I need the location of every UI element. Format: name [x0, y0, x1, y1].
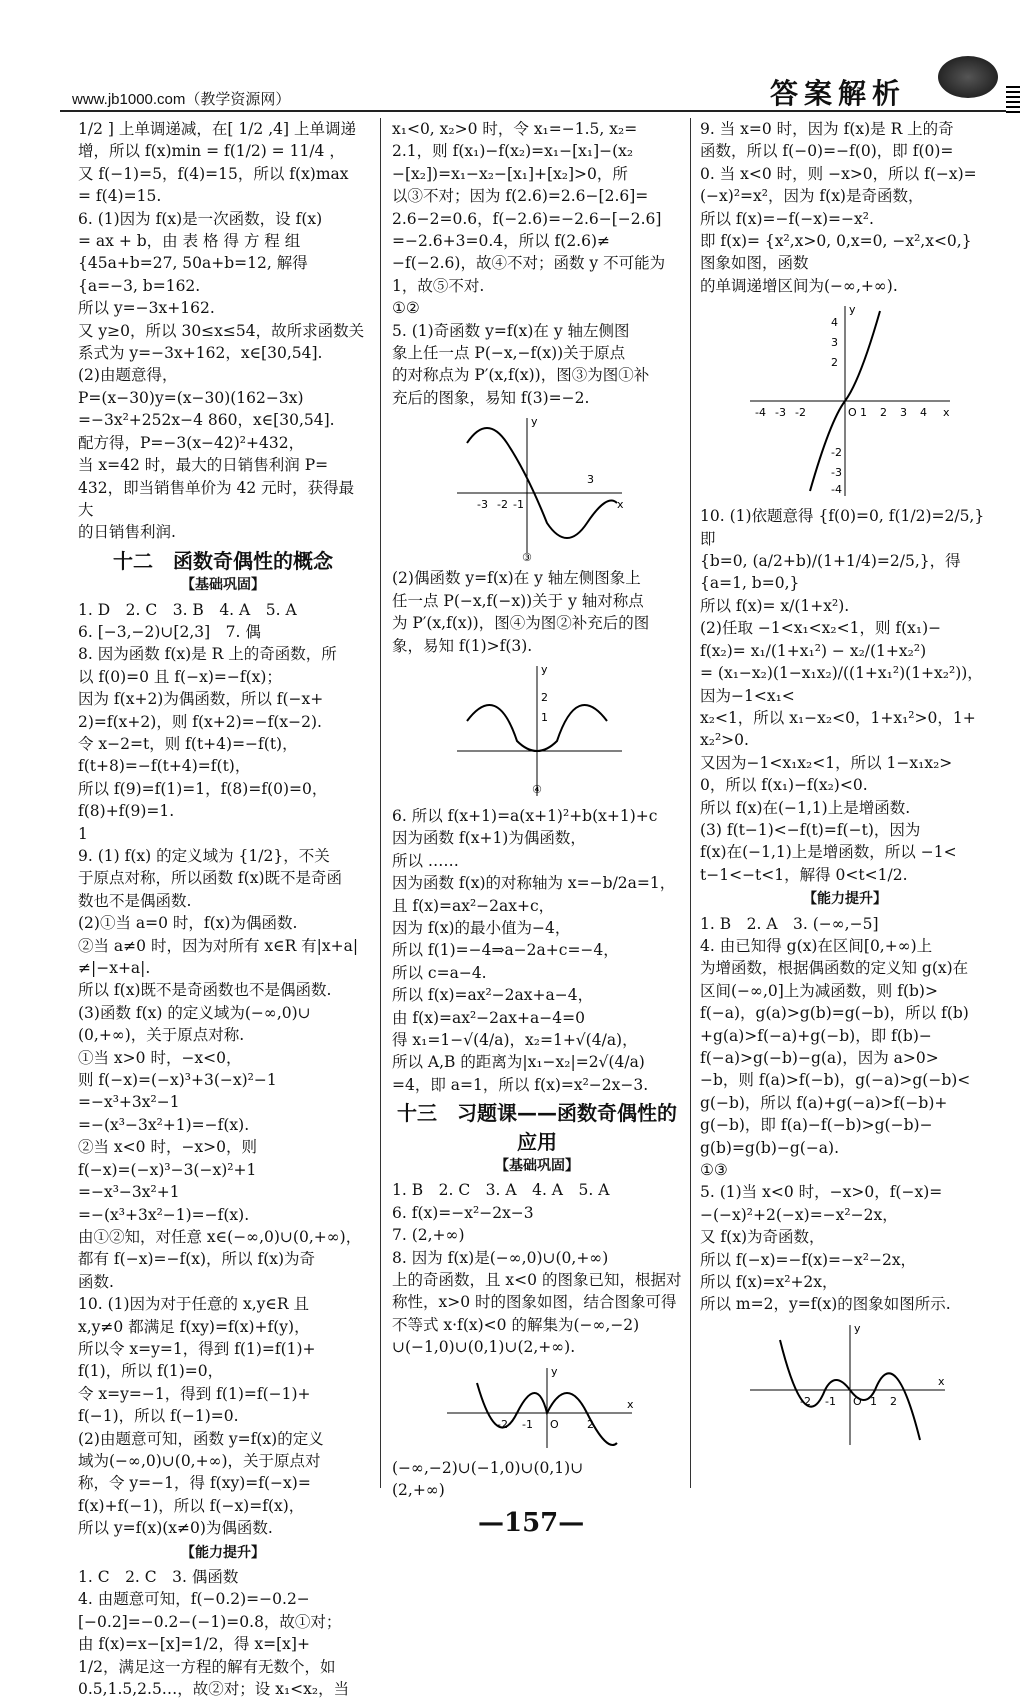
text-line: 1，故⑤不对. — [392, 276, 485, 295]
text-line: 所以 y=f(x)(x≠0)为偶函数. — [78, 1519, 273, 1538]
text-line: −(−x)²+2(−x)=−x²−2x， — [700, 1205, 898, 1224]
text-line: 所以 m=2，y=f(x)的图象如图所示. — [700, 1295, 951, 1314]
logo-icon — [938, 56, 998, 98]
text-line: t−1<−t<1，解得 0<t<1/2. — [700, 865, 908, 884]
text-line: ①③ — [700, 1161, 728, 1180]
column-divider — [380, 118, 381, 1488]
svg-text:3: 3 — [587, 473, 594, 487]
text-line: 所以 c=a−4. — [392, 963, 487, 982]
svg-text:2: 2 — [880, 406, 887, 420]
svg-text:-4: -4 — [755, 406, 766, 420]
text-line: 得 x₁=1−√(4/a)，x₂=1+√(4/a)， — [392, 1030, 638, 1049]
text-line: f(−a)，g(a)>g(b)=g(−b)，所以 f(b) — [700, 1004, 969, 1023]
svg-text:2: 2 — [890, 1394, 897, 1408]
text-line: 又 y≥0，所以 30≤x≤54，故所求函数关 — [78, 321, 365, 340]
text-line: f(x)在(−1,1)上是增函数，所以 −1< — [700, 843, 957, 862]
text-line: 0. 当 x<0 时，则 −x>0，所以 f(−x)= — [700, 164, 977, 183]
text-line: 所以 f(x)在(−1,1)上是增函数. — [700, 798, 911, 817]
text-line: 充后的图象，易知 f(3)=−2. — [392, 388, 590, 407]
text-line: 即 f(x)= {x²,x>0, 0,x=0, −x²,x<0,} 图象如图，函数 — [700, 232, 988, 273]
text-line: 0.5,1.5,2.5…，故②对；设 x₁<x₂，当 — [78, 1680, 350, 1699]
text-line: 所以 …… — [392, 851, 459, 870]
text-line: 所以 A,B 的距离为|x₁−x₂|=2√(4/a) — [392, 1053, 645, 1072]
graph-figure-4 — [447, 661, 627, 801]
svg-text:x: x — [617, 498, 624, 512]
text-line: 又因为−1<x₁x₂<1，所以 1−x₁x₂> — [700, 753, 953, 772]
text-line: 所以 f(−x)=−f(x)=−x²−2x， — [700, 1250, 917, 1269]
text-line: = ax + b，由 表 格 得 方 程 组 — [78, 232, 301, 251]
text-line: 任一点 P(−x,f(−x))关于 y 轴对称点 — [392, 591, 644, 610]
text-line: 1. B 2. C 3. A 4. A 5. A — [392, 1181, 610, 1200]
text-line: x₂²>0. — [700, 731, 749, 750]
text-line: 6. (1)因为 f(x)是一次函数，设 f(x) — [78, 209, 323, 228]
text-line: 8. 因为 f(x)是(−∞,0)∪(0,+∞) — [392, 1248, 609, 1267]
page-header — [0, 0, 1024, 110]
text-line: 令 x=y=−1，得到 f(1)=f(−1)+ — [78, 1384, 311, 1403]
text-line: x₁<0, x₂>0 时，令 x₁=−1.5, x₂= — [392, 120, 638, 138]
text-line: 9. 当 x=0 时，因为 f(x)是 R 上的奇 — [700, 120, 954, 138]
column-3 — [700, 118, 990, 1454]
text-line: 系式为 y=−3x+162，x∈[30,54]. — [78, 344, 323, 363]
text-line: {b=0, (a/2+b)/(1+1/4)=2/5,}，得 {a=1, b=0,} — [700, 552, 966, 593]
text-line: (2)①当 a=0 时，f(x)为偶函数. — [78, 914, 298, 933]
text-line: 的对称点为 P′(x,f(x))，图③为图①补 — [392, 366, 650, 385]
text-line: 2.1，则 f(x₁)−f(x₂)=x₁−[x₁]−(x₂ — [392, 142, 634, 161]
text-line: +g(a)>f(−a)+g(−b)，即 f(b)− — [700, 1026, 932, 1045]
section-title-13-cont: 应用 — [517, 1129, 557, 1154]
text-line: −[x₂])=x₁−x₂−[x₁]+[x₂]>0，所 — [392, 164, 628, 183]
column-divider — [690, 118, 691, 1488]
text-line: (−x)²=x²，因为 f(x)是奇函数， — [700, 187, 924, 206]
text-line: 又 f(−1)=5，f(4)=15，所以 f(x)max — [78, 164, 349, 183]
text-line: 1/2，满足这一方程的解有无数个，如 — [78, 1657, 336, 1676]
text-line: 4. 由已知得 g(x)在区间[0,+∞)上 — [700, 936, 933, 955]
text-line: 所以 f(x)既不是奇函数也不是偶函数. — [78, 981, 332, 1000]
text-line: 的日销售利润. — [78, 523, 176, 542]
text-line: 当 x=42 时，最大的日销售利润 P= — [78, 456, 329, 475]
text-line: ①当 x>0 时，−x<0， — [78, 1048, 242, 1067]
svg-text:2: 2 — [831, 356, 838, 370]
svg-text:3: 3 — [831, 336, 838, 350]
text-line: =−(x³+3x²−1)=−f(x). — [78, 1205, 250, 1224]
text-line: f(x₂)= x₁/(1+x₁²) − x₂/(1+x₂²) — [700, 641, 927, 660]
svg-text:x: x — [938, 1374, 945, 1388]
text-line: 4. 由题意可知，f(−0.2)=−0.2− — [78, 1590, 310, 1609]
text-line: {45a+b=27, 50a+b=12, 解得 {a=−3, b=162. — [78, 254, 313, 295]
svg-text:O: O — [848, 406, 857, 420]
svg-text:y: y — [541, 662, 548, 676]
text-line: 又 f(x)为奇函数， — [700, 1228, 825, 1247]
text-line: 所以 f(x)=ax²−2ax+a−4， — [392, 986, 594, 1005]
svg-text:1: 1 — [870, 1394, 877, 1408]
text-line: (2)由题意得， — [78, 366, 178, 385]
svg-text:-2: -2 — [831, 446, 842, 460]
text-line: ∪(−1,0)∪(0,1)∪(2,+∞). — [392, 1338, 576, 1357]
text-line: 432，即当销售单价为 42 元时，获得最大 — [78, 478, 355, 519]
svg-text:y: y — [849, 303, 856, 317]
svg-text:O: O — [853, 1394, 862, 1408]
svg-text:-1: -1 — [522, 1417, 533, 1431]
text-line: 由 f(x)=ax²−2ax+a−4=0 — [392, 1008, 585, 1027]
text-line: −f(−2.6)，故④不对；函数 y 不可能为 — [392, 254, 666, 273]
text-line: 令 x−2=t，则 f(t+4)=−f(t)， — [78, 734, 298, 753]
text-line: 0，所以 f(x₁)−f(x₂)<0. — [700, 776, 868, 795]
text-line: f(1)，所以 f(1)=0， — [78, 1362, 224, 1381]
header-rule — [60, 110, 1020, 112]
text-line: ②当 a≠0 时，因为对所有 x∈R 有|x+a| — [78, 936, 359, 955]
text-line: 2)=f(x+2)，则 f(x+2)=−f(x−2). — [78, 712, 322, 731]
svg-text:-4: -4 — [831, 483, 842, 497]
text-line: 由 f(x)=x−[x]=1/2，得 x=[x]+ — [78, 1635, 310, 1654]
svg-text:1: 1 — [860, 406, 867, 420]
text-line: 以 f(0)=0 且 f(−x)=−f(x)； — [78, 667, 282, 686]
text-line: 6. 所以 f(x+1)=a(x+1)²+b(x+1)+c — [392, 806, 658, 825]
svg-text:1: 1 — [541, 710, 548, 724]
text-line: (2)偶函数 y=f(x)在 y 轴左侧图象上 — [392, 569, 641, 588]
svg-text:-3: -3 — [831, 466, 842, 480]
svg-text:y: y — [531, 415, 538, 429]
svg-text:-1: -1 — [825, 1394, 836, 1408]
text-line: 象，易知 f(1)>f(3). — [392, 636, 533, 655]
text-line: 都有 f(−x)=−f(x)，所以 f(x)为奇 — [78, 1250, 316, 1269]
text-line: 函数. — [78, 1272, 114, 1291]
text-line: =4，即 a=1，所以 f(x)=x²−2x−3. — [392, 1075, 649, 1094]
text-line: 8. 因为函数 f(x)是 R 上的奇函数，所 — [78, 645, 337, 664]
text-line: ≠|−x+a|. — [78, 959, 151, 978]
text-line: 所以 f(x)=−f(−x)=−x². — [700, 209, 874, 228]
text-line: (−∞,−2)∪(−1,0)∪(0,1)∪ — [392, 1458, 584, 1477]
svg-text:-1: -1 — [513, 498, 524, 512]
svg-text:y: y — [551, 1364, 558, 1378]
text-line: 象上任一点 P(−x,−f(x))关于原点 — [392, 344, 626, 363]
graph-cubic-like — [735, 301, 955, 501]
text-line: 为 P′(x,f(x))，图④为图②补充后的图 — [392, 614, 650, 633]
text-line: 称，令 y=−1，得 f(xy)=f(−x)= — [78, 1474, 311, 1493]
text-line: f(8)+f(9)=1. — [78, 802, 175, 821]
text-line: ②当 x<0 时，−x>0，则 — [78, 1138, 258, 1157]
text-line: 5. (1)奇函数 y=f(x)在 y 轴左侧图 — [392, 321, 630, 340]
text-line: x,y≠0 都满足 f(xy)=f(x)+f(y)， — [78, 1317, 310, 1336]
text-line: 所以 f(9)=f(1)=1，f(8)=f(0)=0， — [78, 779, 328, 798]
text-line: 6. f(x)=−x²−2x−3 — [392, 1203, 534, 1222]
text-line: 增，所以 f(x)min = f(1/2) = 11/4 ， — [78, 142, 345, 161]
text-line: 1. C 2. C 3. 偶函数 — [78, 1568, 239, 1586]
text-line: (0,+∞)，关于原点对称. — [78, 1026, 245, 1045]
text-line: 10. (1)依题意得 {f(0)=0, f(1/2)=2/5,} 即 — [700, 507, 990, 548]
column-1 — [78, 118, 368, 1700]
graph-odd-function — [437, 1363, 637, 1453]
text-line: =−x³−3x²+1 — [78, 1183, 180, 1202]
text-line: 所以 f(1)=−4⇒a−2a+c=−4， — [392, 941, 619, 960]
text-line: = f(4)=15. — [78, 187, 162, 206]
subsection-ability: 【能力提升】 — [181, 1544, 265, 1561]
graph-problem-5 — [740, 1320, 950, 1450]
text-line: 称性，x>0 时的图象如图，结合图象可得 — [392, 1293, 677, 1312]
graph-3-label: ③ — [522, 551, 532, 564]
text-line: 区间(−∞,0]上为减函数，则 f(b)> — [700, 981, 938, 1000]
text-line: P=(x−30)y=(x−30)(162−3x) — [78, 388, 304, 407]
subsection-basic: 【基础巩固】 — [181, 577, 265, 594]
text-line: 因为函数 f(x+1)为偶函数， — [392, 829, 586, 848]
text-line: =−(x³−3x²+1)=−f(x). — [78, 1115, 250, 1134]
text-line: 10. (1)因为对于任意的 x,y∈R 且 — [78, 1295, 309, 1314]
text-line: 以③不对；因为 f(2.6)=2.6−[2.6]= — [392, 187, 649, 206]
site-url: www.jb1000.com（教学资源网） — [72, 91, 291, 108]
text-line: 不等式 x·f(x)<0 的解集为(−∞,−2) — [392, 1315, 640, 1334]
svg-text:2: 2 — [587, 1417, 594, 1431]
text-line: 于原点对称，所以函数 f(x)既不是奇函 — [78, 869, 343, 888]
text-line: ①② — [392, 299, 420, 318]
graph-figure-3 — [447, 413, 627, 563]
text-line: (3) f(t−1)<−f(t)=f(−t)，因为 — [700, 820, 921, 839]
svg-text:y: y — [854, 1321, 861, 1335]
text-line: f(−x)=(−x)³−3(−x)²+1 — [78, 1160, 257, 1179]
text-line: 2.6−2=0.6，f(−2.6)=−2.6−[−2.6] — [392, 209, 662, 228]
text-line: 由①②知，对任意 x∈(−∞,0)∪(0,+∞)， — [78, 1227, 362, 1246]
svg-text:O: O — [550, 1417, 559, 1431]
svg-text:4: 4 — [920, 406, 927, 420]
section-title-12: 十二 函数奇偶性的概念 — [113, 548, 333, 573]
text-line: 所以 f(x)= x/(1+x²). — [700, 596, 850, 615]
text-line: −b，则 f(a)>f(−b)，g(−a)>g(−b)< — [700, 1071, 971, 1090]
text-line: =−x³+3x²−1 — [78, 1093, 180, 1112]
svg-text:-3: -3 — [477, 498, 488, 512]
text-line: = (x₁−x₂)(1−x₁x₂)/((1+x₁²)(1+x₂²))，因为−1<x₁< — [700, 664, 983, 705]
column-2 — [392, 118, 682, 1501]
text-line: 且 f(x)=ax²−2ax+c， — [392, 896, 555, 915]
text-line: f(−1)，所以 f(−1)=0. — [78, 1407, 239, 1426]
text-line: 函数，所以 f(−0)=−f(0)，即 f(0)= — [700, 142, 954, 161]
text-line: 1. B 2. A 3. (−∞,−5] — [700, 914, 879, 933]
text-line: 6. [−3,−2)∪[2,3] 7. 偶 — [78, 622, 261, 641]
text-line: 所以令 x=y=1，得到 f(1)=f(1)+ — [78, 1339, 316, 1358]
text-line: 因为 f(x)的最小值为−4， — [392, 918, 571, 937]
text-line: (2)由题意可知，函数 y=f(x)的定义 — [78, 1429, 324, 1448]
svg-text:-2: -2 — [497, 498, 508, 512]
page-number: —157— — [478, 1508, 585, 1538]
subsection-ability-13: 【能力提升】 — [803, 891, 887, 908]
text-line: 则 f(−x)=(−x)³+3(−x)²−1 — [78, 1071, 277, 1090]
text-line: 数也不是偶函数. — [78, 891, 192, 910]
text-line: 1. D 2. C 3. B 4. A 5. A — [78, 600, 297, 619]
text-line: 配方得，P=−3(x−42)²+432， — [78, 433, 305, 452]
subsection-basic-13: 【基础巩固】 — [495, 1158, 579, 1174]
svg-text:x: x — [943, 406, 950, 420]
text-line: 域为(−∞,0)∪(0,+∞)，关于原点对 — [78, 1451, 321, 1470]
svg-text:4: 4 — [831, 316, 838, 330]
text-line: [−0.2]=−0.2−(−1)=0.8，故①对； — [78, 1612, 342, 1631]
section-title-13: 十三 习题课——函数奇偶性的 — [397, 1101, 677, 1126]
svg-text:-2: -2 — [795, 406, 806, 420]
text-line: 1 — [78, 824, 88, 843]
text-line: 因为 f(x+2)为偶函数，所以 f(−x+ — [78, 690, 324, 709]
text-line: f(−a)>g(−b)−g(a)，因为 a>0> — [700, 1049, 939, 1067]
svg-text:2: 2 — [541, 690, 548, 704]
text-line: 所以 f(x)=x²+2x， — [700, 1273, 838, 1292]
text-line: g(−b)，所以 f(a)+g(−a)>f(−b)+ — [700, 1093, 948, 1112]
svg-text:-2: -2 — [800, 1394, 811, 1408]
text-line: 的单调递增区间为(−∞,+∞). — [700, 276, 898, 295]
text-line: x₂<1，所以 x₁−x₂<0，1+x₁²>0，1+ — [700, 708, 976, 727]
text-line: f(t+8)=−f(t+4)=f(t)， — [78, 757, 251, 776]
text-line: =−3x²+252x−4 860，x∈[30,54]. — [78, 411, 335, 430]
svg-text:-3: -3 — [775, 406, 786, 420]
graph-4-label: ④ — [532, 782, 542, 796]
header-title: 答案解析 — [770, 77, 907, 110]
svg-text:3: 3 — [900, 406, 907, 420]
text-line: f(x)+f(−1)，所以 f(−x)=f(x)， — [78, 1496, 305, 1515]
text-line: 因为函数 f(x)的对称轴为 x=−b/2a=1， — [392, 874, 676, 893]
text-line: 7. (2,+∞) — [392, 1226, 465, 1245]
edge-mark — [1006, 86, 1020, 116]
text-line: 1/2 ] 上单调递减，在[ 1/2 ,4] 上单调递 — [78, 120, 356, 138]
svg-text:x: x — [627, 1397, 634, 1411]
text-line: 5. (1)当 x<0 时，−x>0，f(−x)= — [700, 1183, 943, 1202]
svg-text:-2: -2 — [497, 1417, 508, 1431]
text-line: (3)函数 f(x) 的定义域为(−∞,0)∪ — [78, 1003, 311, 1022]
text-line: g(b)=g(b)−g(−a). — [700, 1138, 840, 1157]
text-line: g(−b)，即 f(a)−f(−b)>g(−b)− — [700, 1116, 933, 1135]
text-line: (2)任取 −1<x₁<x₂<1，则 f(x₁)− — [700, 619, 942, 638]
text-line: 所以 y=−3x+162. — [78, 299, 215, 318]
text-line: =−2.6+3=0.4，所以 f(2.6)≠ — [392, 232, 611, 251]
text-line: (2,+∞) — [392, 1481, 445, 1500]
text-line: 9. (1) f(x) 的定义域为 {1/2}，不关 — [78, 847, 330, 865]
text-line: 上的奇函数，且 x<0 的图象已知，根据对 — [392, 1271, 682, 1290]
text-line: 为增函数，根据偶函数的定义知 g(x)在 — [700, 959, 969, 978]
